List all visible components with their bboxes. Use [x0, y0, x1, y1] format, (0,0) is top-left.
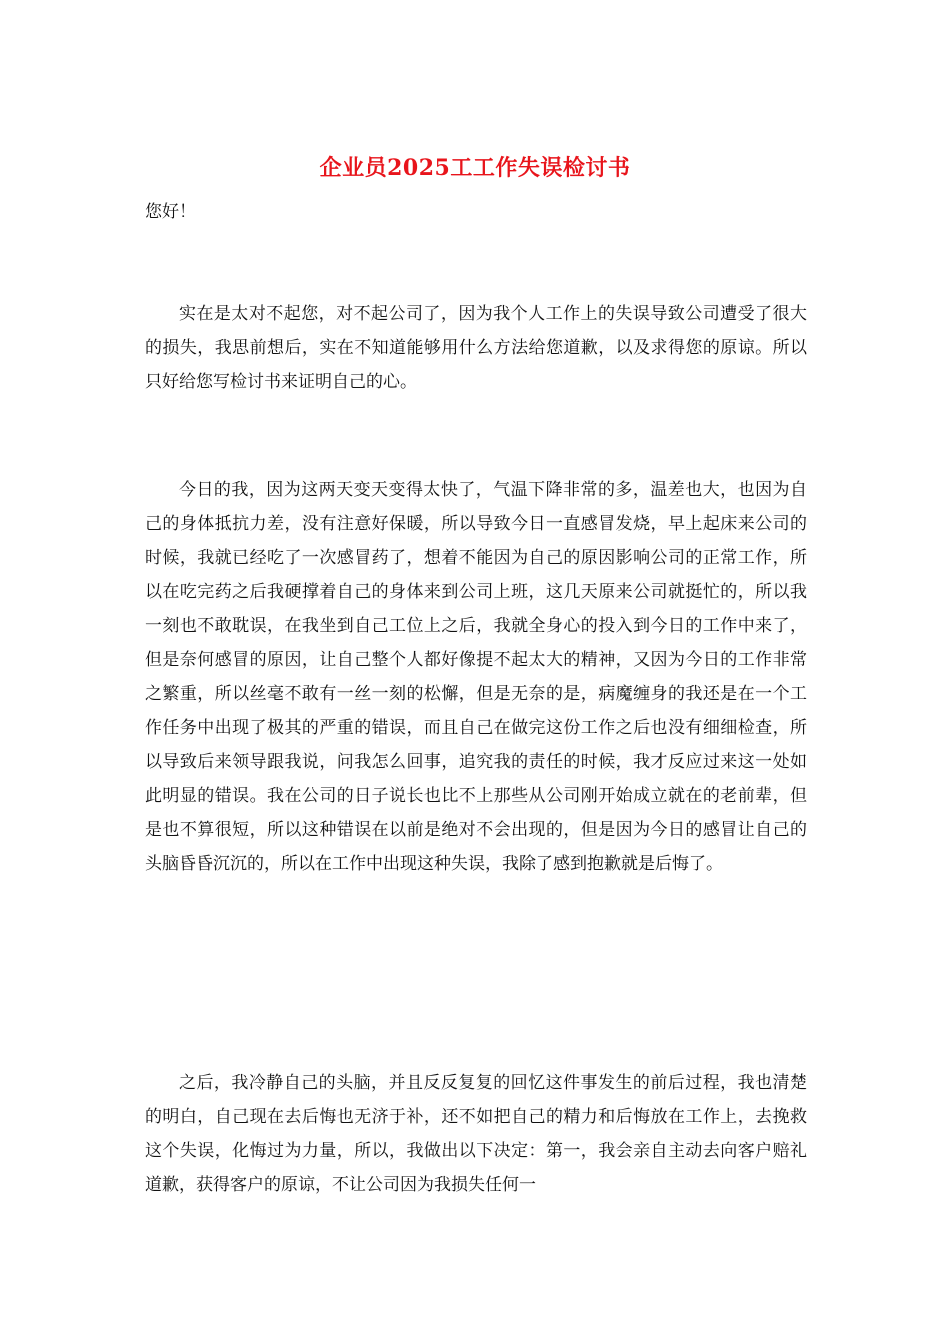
paragraph-2: 今日的我，因为这两天变天变得太快了，气温下降非常的多，温差也大，也因为自己的身体抵抗力差，没有注意好保暖，所以导致今日一直感冒发烧，早上起床来公司的时候，我就已经吃了一次感冒药了，想着不能因为自己的原因影响公司的正常工作，所以在吃完药之后我硬撑着自己的身体来到公司上班，这几天原来公司就挺忙的，所以我一刻也不敢耽误，在我坐到自己工位上之后，我就全身心的投入到今日的工作中来了，但是奈何感冒的原因，让自己整个人都好像提不起太大的精神，又因为今日的工作非常之繁重，所以丝毫不敢有一丝一刻的松懈，但是无奈的是，病魔缠身的我还是在一个工作任务中出现了极其的严重的错误，而且自己在做完这份工作之后也没有细细检查，所以导致后来领导跟我说，问我怎么回事，追究我的责任的时候，我才反应过来这一处如此明显的错误。我在公司的日子说长也比不上那些从公司刚开始成立就在的老前辈，但是也不算很短，所以这种错误在以前是绝对不会出现的，但是因为今日的感冒让自己的头脑昏昏沉沉的，所以在工作中出现这种失误，我除了感到抱歉就是后悔了。 — [145, 480, 807, 874]
document-title: 企业员2025工工作失误检讨书 — [319, 155, 631, 181]
paragraph-1: 实在是太对不起您，对不起公司了，因为我个人工作上的失误导致公司遭受了很大的损失，我思前想后，实在不知道能够用什么方法给您道歉，以及求得您的原谅。所以只好给您写检讨书来证明自己的心。 — [145, 304, 807, 392]
greeting: 您好！ — [145, 202, 196, 222]
paragraph-3: 之后，我冷静自己的头脑，并且反反复复的回忆这件事发生的前后过程，我也清楚的明白，自己现在去后悔也无济于补，还不如把自己的精力和后悔放在工作上，去挽救这个失误，化悔过为力量，所以，我做出以下决定：第一，我会亲自主动去向客户赔礼道歉，获得客户的原谅，不让公司因为我损失任何一 — [145, 1073, 807, 1195]
